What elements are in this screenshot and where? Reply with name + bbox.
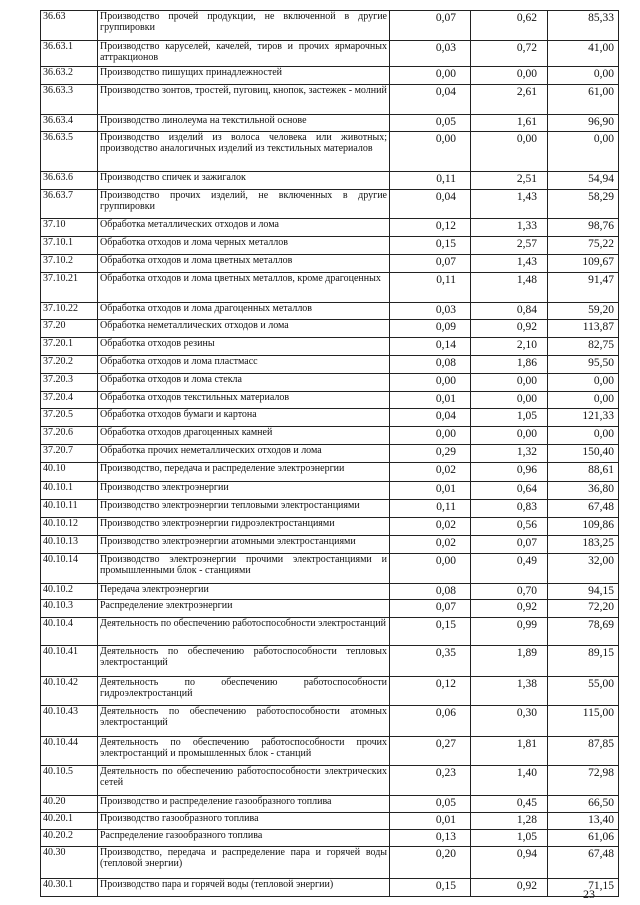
- row-value-1: 0,23: [390, 766, 471, 796]
- row-value-2: 0,49: [471, 554, 548, 584]
- row-value-3: 88,61: [548, 463, 619, 482]
- table-row: [41, 219, 619, 237]
- row-value-1: 0,09: [390, 320, 471, 338]
- row-name: Производство прочей продукции, не включенной в другие группировки: [98, 11, 390, 41]
- table-row: [41, 600, 619, 618]
- row-value-3: 85,33: [548, 11, 619, 41]
- row-value-1: 0,03: [390, 303, 471, 320]
- row-value-3: 55,00: [548, 677, 619, 706]
- row-code: 40.20.2: [41, 830, 98, 847]
- row-value-3: 183,25: [548, 536, 619, 554]
- row-code: 40.10.3: [41, 600, 98, 618]
- row-value-2: 1,61: [471, 115, 548, 132]
- table-row: [41, 879, 619, 897]
- row-value-3: 82,75: [548, 338, 619, 356]
- row-code: 40.10.42: [41, 677, 98, 706]
- table-body: [41, 11, 619, 897]
- row-name: Обработка отходов и лома цветных металлов, кроме драгоценных: [98, 273, 390, 303]
- row-value-1: 0,05: [390, 115, 471, 132]
- row-value-2: 0,99: [471, 618, 548, 646]
- row-code: 40.10.44: [41, 737, 98, 766]
- row-value-2: 0,92: [471, 320, 548, 338]
- row-value-2: 1,43: [471, 255, 548, 273]
- row-code: 40.20: [41, 796, 98, 813]
- table-row: [41, 813, 619, 830]
- row-value-3: 150,40: [548, 445, 619, 463]
- row-value-3: 67,48: [548, 847, 619, 879]
- row-code: 40.20.1: [41, 813, 98, 830]
- row-name: Производство, передача и распределение электроэнергии: [98, 463, 390, 482]
- row-value-1: 0,11: [390, 172, 471, 190]
- row-value-1: 0,35: [390, 646, 471, 677]
- table-row: [41, 463, 619, 482]
- row-value-1: 0,04: [390, 190, 471, 219]
- table-row: [41, 518, 619, 536]
- row-name: Обработка металлических отходов и лома: [98, 219, 390, 237]
- table-row: [41, 132, 619, 172]
- row-value-1: 0,12: [390, 677, 471, 706]
- row-name: Производство каруселей, качелей, тиров и прочих ярмарочных аттракционов: [98, 41, 390, 67]
- row-value-3: 98,76: [548, 219, 619, 237]
- table-row: [41, 85, 619, 115]
- row-code: 36.63.6: [41, 172, 98, 190]
- row-value-2: 1,28: [471, 813, 548, 830]
- row-code: 37.20.7: [41, 445, 98, 463]
- table-row: [41, 409, 619, 427]
- row-value-3: 109,67: [548, 255, 619, 273]
- row-value-2: 0,00: [471, 392, 548, 409]
- table-row: [41, 172, 619, 190]
- row-value-3: 95,50: [548, 356, 619, 374]
- row-value-2: 1,05: [471, 409, 548, 427]
- row-value-1: 0,07: [390, 11, 471, 41]
- row-code: 36.63.3: [41, 85, 98, 115]
- row-value-1: 0,20: [390, 847, 471, 879]
- row-value-1: 0,14: [390, 338, 471, 356]
- row-name: Деятельность по обеспечению работоспособности прочих электростанций и промышленных блок - станций: [98, 737, 390, 766]
- row-name: Обработка прочих неметаллических отходов и лома: [98, 445, 390, 463]
- row-value-3: 61,00: [548, 85, 619, 115]
- row-name: Производство спичек и зажигалок: [98, 172, 390, 190]
- row-code: 37.10.2: [41, 255, 98, 273]
- row-value-2: 0,96: [471, 463, 548, 482]
- row-value-1: 0,13: [390, 830, 471, 847]
- row-value-3: 115,00: [548, 706, 619, 737]
- row-name: Производство электроэнергии атомными электростанциями: [98, 536, 390, 554]
- row-value-3: 113,87: [548, 320, 619, 338]
- row-value-3: 94,15: [548, 584, 619, 600]
- row-value-3: 32,00: [548, 554, 619, 584]
- row-code: 36.63.2: [41, 67, 98, 85]
- row-value-1: 0,06: [390, 706, 471, 737]
- row-value-2: 1,43: [471, 190, 548, 219]
- row-value-1: 0,05: [390, 796, 471, 813]
- row-value-1: 0,08: [390, 584, 471, 600]
- row-code: 40.10.14: [41, 554, 98, 584]
- row-name: Распределение газообразного топлива: [98, 830, 390, 847]
- row-value-1: 0,00: [390, 554, 471, 584]
- row-name: Производство газообразного топлива: [98, 813, 390, 830]
- row-code: 37.20.2: [41, 356, 98, 374]
- table-row: [41, 320, 619, 338]
- table-row: [41, 766, 619, 796]
- table-row: [41, 830, 619, 847]
- table-row: [41, 338, 619, 356]
- row-value-1: 0,11: [390, 273, 471, 303]
- row-value-1: 0,01: [390, 813, 471, 830]
- table-row: [41, 618, 619, 646]
- row-code: 37.20.1: [41, 338, 98, 356]
- row-value-3: 121,33: [548, 409, 619, 427]
- table-row: [41, 392, 619, 409]
- table-row: [41, 584, 619, 600]
- row-value-1: 0,29: [390, 445, 471, 463]
- row-value-2: 1,33: [471, 219, 548, 237]
- row-code: 37.20.5: [41, 409, 98, 427]
- row-code: 36.63: [41, 11, 98, 41]
- table-row: [41, 500, 619, 518]
- table-row: [41, 646, 619, 677]
- row-name: Обработка отходов резины: [98, 338, 390, 356]
- row-value-2: 1,48: [471, 273, 548, 303]
- row-value-1: 0,04: [390, 85, 471, 115]
- row-value-1: 0,11: [390, 500, 471, 518]
- row-name: Производство зонтов, тростей, пуговиц, кнопок, застежек - молний: [98, 85, 390, 115]
- row-value-1: 0,01: [390, 392, 471, 409]
- row-value-1: 0,04: [390, 409, 471, 427]
- row-name: Обработка отходов и лома драгоценных металлов: [98, 303, 390, 320]
- table-row: [41, 115, 619, 132]
- row-value-2: 0,56: [471, 518, 548, 536]
- row-value-2: 0,72: [471, 41, 548, 67]
- row-value-2: 0,00: [471, 67, 548, 85]
- row-code: 40.10.5: [41, 766, 98, 796]
- row-name: Производство электроэнергии гидроэлектростанциями: [98, 518, 390, 536]
- row-value-2: 0,00: [471, 132, 548, 172]
- row-name: Обработка отходов и лома пластмасс: [98, 356, 390, 374]
- row-code: 40.10.43: [41, 706, 98, 737]
- table-row: [41, 11, 619, 41]
- row-value-1: 0,02: [390, 518, 471, 536]
- row-name: Деятельность по обеспечению работоспособности электростанций: [98, 618, 390, 646]
- row-value-3: 13,40: [548, 813, 619, 830]
- row-name: Производство, передача и распределение пара и горячей воды (тепловой энергии): [98, 847, 390, 879]
- row-name: Обработка отходов и лома цветных металлов: [98, 255, 390, 273]
- row-name: Производство пишущих принадлежностей: [98, 67, 390, 85]
- row-value-2: 0,94: [471, 847, 548, 879]
- table-row: [41, 445, 619, 463]
- row-value-2: 0,92: [471, 600, 548, 618]
- row-name: Производство прочих изделий, не включенных в другие группировки: [98, 190, 390, 219]
- row-code: 36.63.1: [41, 41, 98, 67]
- row-code: 40.10.12: [41, 518, 98, 536]
- row-value-2: 2,10: [471, 338, 548, 356]
- row-value-3: 89,15: [548, 646, 619, 677]
- row-name: Обработка отходов бумаги и картона: [98, 409, 390, 427]
- row-code: 36.63.5: [41, 132, 98, 172]
- row-name: Обработка отходов драгоценных камней: [98, 427, 390, 445]
- row-value-3: 87,85: [548, 737, 619, 766]
- table-row: [41, 847, 619, 879]
- row-value-3: 71,15: [548, 879, 619, 897]
- document-page: [40, 10, 612, 897]
- row-value-3: 58,29: [548, 190, 619, 219]
- row-code: 40.10.4: [41, 618, 98, 646]
- row-value-1: 0,15: [390, 879, 471, 897]
- row-value-2: 0,84: [471, 303, 548, 320]
- row-value-2: 0,64: [471, 482, 548, 500]
- row-code: 37.20: [41, 320, 98, 338]
- row-value-1: 0,02: [390, 536, 471, 554]
- row-name: Обработка отходов и лома черных металлов: [98, 237, 390, 255]
- row-value-2: 1,86: [471, 356, 548, 374]
- row-value-1: 0,02: [390, 463, 471, 482]
- row-code: 40.10.2: [41, 584, 98, 600]
- row-code: 37.20.6: [41, 427, 98, 445]
- page-number: 23: [583, 887, 595, 901]
- row-value-3: 109,86: [548, 518, 619, 536]
- row-name: Производство электроэнергии прочими электростанциями и промышленными блок - станциями: [98, 554, 390, 584]
- table-row: [41, 427, 619, 445]
- row-value-3: 66,50: [548, 796, 619, 813]
- table-row: [41, 237, 619, 255]
- row-name: Распределение электроэнергии: [98, 600, 390, 618]
- row-value-1: 0,15: [390, 618, 471, 646]
- table-row: [41, 41, 619, 67]
- row-value-3: 75,22: [548, 237, 619, 255]
- indicator-table: [40, 10, 619, 897]
- row-value-1: 0,03: [390, 41, 471, 67]
- row-value-3: 91,47: [548, 273, 619, 303]
- row-value-3: 54,94: [548, 172, 619, 190]
- row-value-2: 2,57: [471, 237, 548, 255]
- row-value-2: 1,89: [471, 646, 548, 677]
- row-value-3: 61,06: [548, 830, 619, 847]
- row-value-2: 0,00: [471, 427, 548, 445]
- row-code: 37.20.3: [41, 374, 98, 392]
- table-row: [41, 796, 619, 813]
- row-code: 37.10.1: [41, 237, 98, 255]
- row-name: Деятельность по обеспечению работоспособности гидроэлектростанций: [98, 677, 390, 706]
- table-row: [41, 677, 619, 706]
- row-value-1: 0,07: [390, 255, 471, 273]
- row-name: Производство и распределение газообразного топлива: [98, 796, 390, 813]
- row-name: Передача электроэнергии: [98, 584, 390, 600]
- table-row: [41, 356, 619, 374]
- table-row: [41, 737, 619, 766]
- row-value-2: 0,62: [471, 11, 548, 41]
- row-name: Производство линолеума на текстильной основе: [98, 115, 390, 132]
- row-value-1: 0,15: [390, 237, 471, 255]
- row-value-3: 41,00: [548, 41, 619, 67]
- table-row: [41, 706, 619, 737]
- row-value-3: 59,20: [548, 303, 619, 320]
- row-name: Производство электроэнергии: [98, 482, 390, 500]
- row-value-2: 1,05: [471, 830, 548, 847]
- row-name: Деятельность по обеспечению работоспособности атомных электростанций: [98, 706, 390, 737]
- row-name: Обработка отходов и лома стекла: [98, 374, 390, 392]
- row-code: 40.30.1: [41, 879, 98, 897]
- row-value-2: 0,45: [471, 796, 548, 813]
- row-code: 37.20.4: [41, 392, 98, 409]
- row-code: 37.10.21: [41, 273, 98, 303]
- row-value-1: 0,00: [390, 132, 471, 172]
- row-value-2: 2,61: [471, 85, 548, 115]
- row-value-2: 0,92: [471, 879, 548, 897]
- row-code: 40.10.1: [41, 482, 98, 500]
- row-value-2: 1,40: [471, 766, 548, 796]
- row-name: Производство изделий из волоса человека или животных; производство аналогичных изделий из текстильных материалов: [98, 132, 390, 172]
- row-value-3: 0,00: [548, 427, 619, 445]
- row-name: Обработка неметаллических отходов и лома: [98, 320, 390, 338]
- row-value-3: 72,20: [548, 600, 619, 618]
- row-name: Обработка отходов текстильных материалов: [98, 392, 390, 409]
- table-row: [41, 536, 619, 554]
- row-value-2: 2,51: [471, 172, 548, 190]
- row-value-3: 67,48: [548, 500, 619, 518]
- row-name: Производство пара и горячей воды (тепловой энергии): [98, 879, 390, 897]
- row-value-1: 0,27: [390, 737, 471, 766]
- row-value-1: 0,01: [390, 482, 471, 500]
- table-row: [41, 303, 619, 320]
- table-row: [41, 482, 619, 500]
- row-code: 40.30: [41, 847, 98, 879]
- table-row: [41, 554, 619, 584]
- row-value-2: 0,00: [471, 374, 548, 392]
- row-value-3: 78,69: [548, 618, 619, 646]
- table-row: [41, 255, 619, 273]
- row-value-3: 0,00: [548, 67, 619, 85]
- row-code: 36.63.4: [41, 115, 98, 132]
- row-value-2: 0,07: [471, 536, 548, 554]
- row-value-2: 0,83: [471, 500, 548, 518]
- row-value-3: 36,80: [548, 482, 619, 500]
- row-value-2: 1,32: [471, 445, 548, 463]
- table-row: [41, 190, 619, 219]
- row-value-3: 0,00: [548, 392, 619, 409]
- row-name: Деятельность по обеспечению работоспособности тепловых электростанций: [98, 646, 390, 677]
- table-row: [41, 273, 619, 303]
- row-value-2: 0,30: [471, 706, 548, 737]
- row-code: 37.10: [41, 219, 98, 237]
- row-value-2: 1,81: [471, 737, 548, 766]
- row-value-1: 0,08: [390, 356, 471, 374]
- table-row: [41, 67, 619, 85]
- row-name: Производство электроэнергии тепловыми электростанциями: [98, 500, 390, 518]
- row-value-1: 0,00: [390, 374, 471, 392]
- row-value-1: 0,00: [390, 427, 471, 445]
- row-value-1: 0,07: [390, 600, 471, 618]
- row-value-3: 96,90: [548, 115, 619, 132]
- row-value-1: 0,00: [390, 67, 471, 85]
- row-value-3: 72,98: [548, 766, 619, 796]
- row-code: 40.10: [41, 463, 98, 482]
- row-code: 40.10.11: [41, 500, 98, 518]
- row-code: 40.10.41: [41, 646, 98, 677]
- row-value-3: 0,00: [548, 374, 619, 392]
- row-code: 40.10.13: [41, 536, 98, 554]
- row-value-3: 0,00: [548, 132, 619, 172]
- row-code: 37.10.22: [41, 303, 98, 320]
- row-name: Деятельность по обеспечению работоспособности электрических сетей: [98, 766, 390, 796]
- table-row: [41, 374, 619, 392]
- row-code: 36.63.7: [41, 190, 98, 219]
- row-value-1: 0,12: [390, 219, 471, 237]
- row-value-2: 0,70: [471, 584, 548, 600]
- row-value-2: 1,38: [471, 677, 548, 706]
